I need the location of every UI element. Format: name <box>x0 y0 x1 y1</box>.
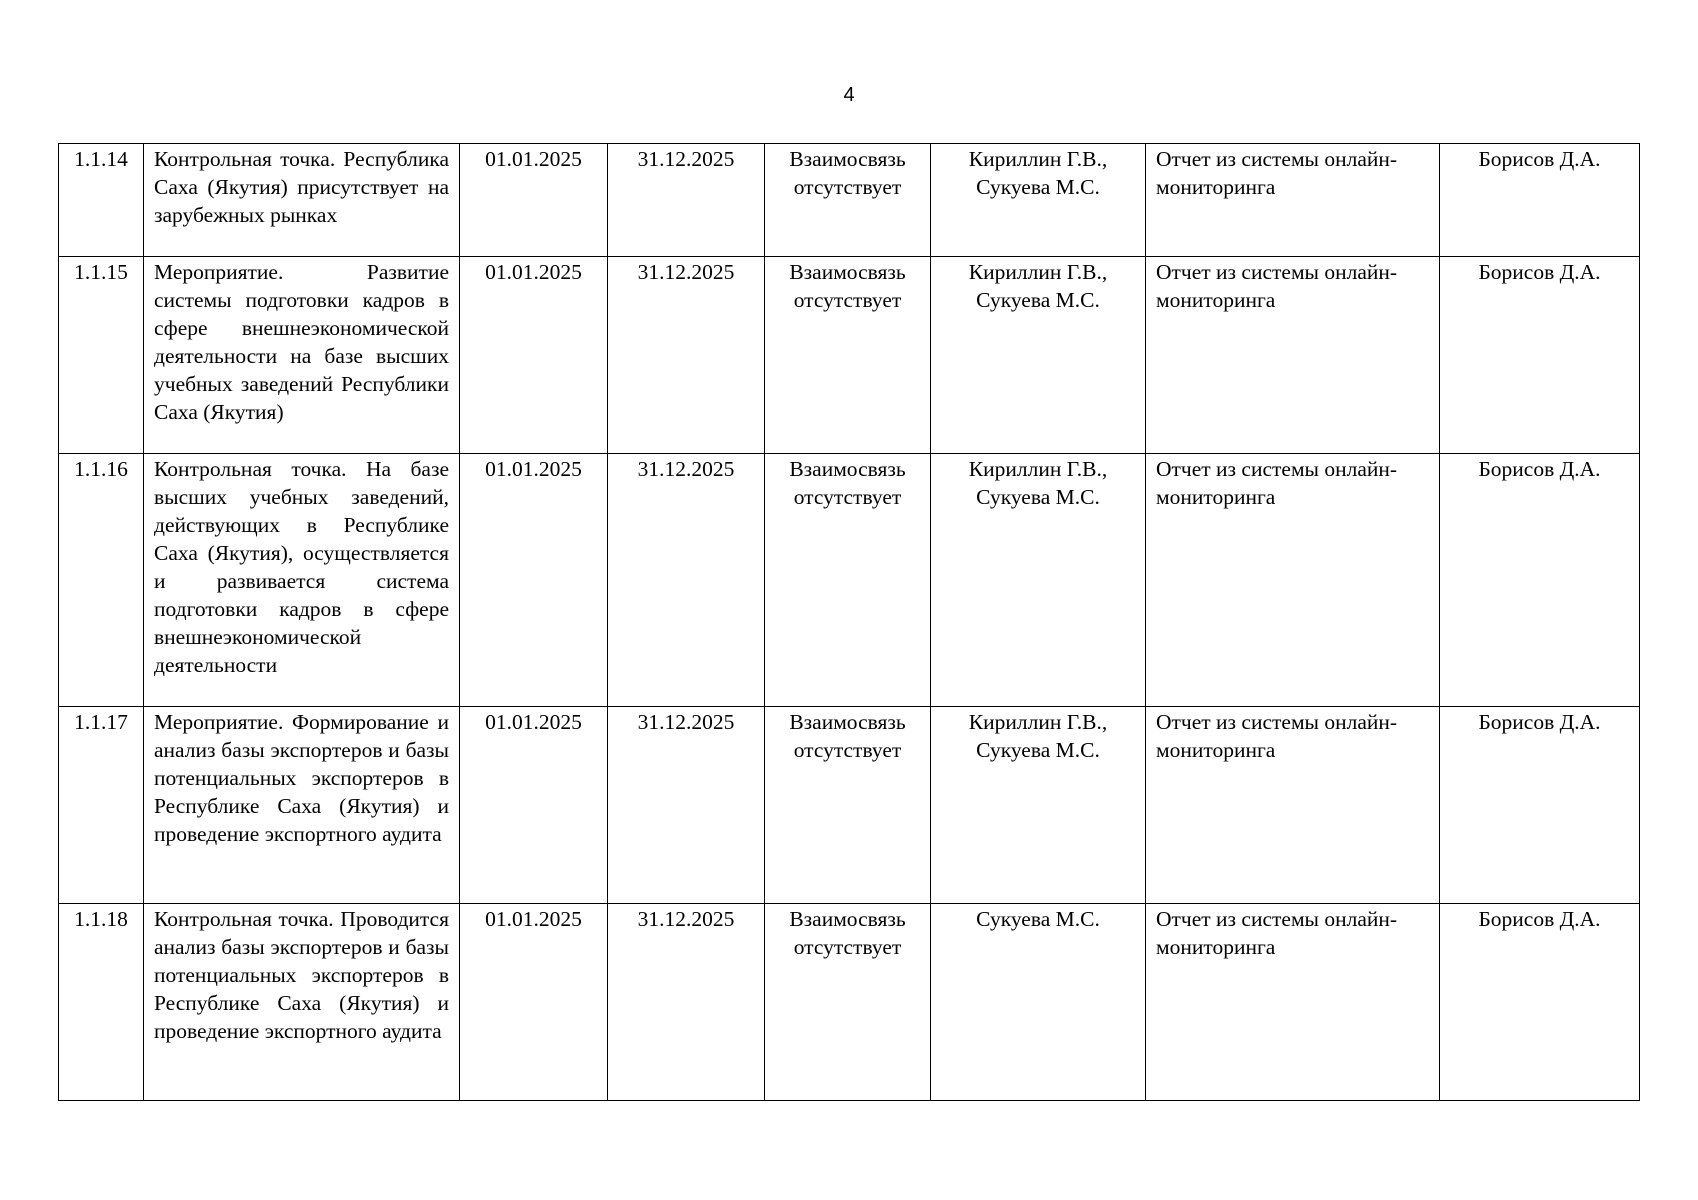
table-row <box>59 144 1640 257</box>
row-description: Мероприятие. Развитие системы подготовки кадров в сфере внешнеэкономической деятельности на базе высших учебных заведений Республики Саха (Якутия) <box>144 257 460 454</box>
row-start-date: 01.01.2025 <box>460 707 608 904</box>
row-executors: Кириллин Г.В., Сукуева М.С. <box>931 707 1146 904</box>
row-relation: Взаимосвязь отсутствует <box>765 257 931 454</box>
row-executors: Кириллин Г.В., Сукуева М.С. <box>931 144 1146 257</box>
row-responsible: Борисов Д.А. <box>1440 707 1640 904</box>
row-responsible: Борисов Д.А. <box>1440 257 1640 454</box>
row-end-date: 31.12.2025 <box>608 904 765 1101</box>
row-number: 1.1.15 <box>59 257 144 454</box>
row-executors: Сукуева М.С. <box>931 904 1146 1101</box>
row-start-date: 01.01.2025 <box>460 257 608 454</box>
row-document: Отчет из системы онлайн-мониторинга <box>1146 144 1440 257</box>
row-relation: Взаимосвязь отсутствует <box>765 904 931 1101</box>
row-start-date: 01.01.2025 <box>460 454 608 707</box>
row-description: Мероприятие. Формирование и анализ базы экспортеров и базы потенциальных экспортеров в Республике Саха (Якутия) и проведение экспортного аудита <box>144 707 460 904</box>
row-document: Отчет из системы онлайн-мониторинга <box>1146 257 1440 454</box>
row-document: Отчет из системы онлайн-мониторинга <box>1146 904 1440 1101</box>
table-row <box>59 904 1640 1101</box>
row-number: 1.1.16 <box>59 454 144 707</box>
row-responsible: Борисов Д.А. <box>1440 144 1640 257</box>
row-start-date: 01.01.2025 <box>460 144 608 257</box>
row-responsible: Борисов Д.А. <box>1440 454 1640 707</box>
row-relation: Взаимосвязь отсутствует <box>765 707 931 904</box>
page-number: 4 <box>843 84 855 106</box>
row-start-date: 01.01.2025 <box>460 904 608 1101</box>
plan-table <box>58 143 1640 1101</box>
row-number: 1.1.18 <box>59 904 144 1101</box>
row-description: Контрольная точка. Республика Саха (Якутия) присутствует на зарубежных рынках <box>144 144 460 257</box>
row-end-date: 31.12.2025 <box>608 257 765 454</box>
row-end-date: 31.12.2025 <box>608 454 765 707</box>
row-document: Отчет из системы онлайн-мониторинга <box>1146 454 1440 707</box>
row-number: 1.1.14 <box>59 144 144 257</box>
row-number: 1.1.17 <box>59 707 144 904</box>
table-row <box>59 707 1640 904</box>
row-document: Отчет из системы онлайн-мониторинга <box>1146 707 1440 904</box>
row-executors: Кириллин Г.В., Сукуева М.С. <box>931 257 1146 454</box>
table-row <box>59 257 1640 454</box>
row-relation: Взаимосвязь отсутствует <box>765 144 931 257</box>
row-end-date: 31.12.2025 <box>608 707 765 904</box>
row-responsible: Борисов Д.А. <box>1440 904 1640 1101</box>
row-description: Контрольная точка. Проводится анализ базы экспортеров и базы потенциальных экспортеров в Республике Саха (Якутия) и проведение экспортного аудита <box>144 904 460 1101</box>
row-relation: Взаимосвязь отсутствует <box>765 454 931 707</box>
row-executors: Кириллин Г.В., Сукуева М.С. <box>931 454 1146 707</box>
row-end-date: 31.12.2025 <box>608 144 765 257</box>
row-description: Контрольная точка. На базе высших учебных заведений, действующих в Республике Саха (Якутия), осуществляется и развивается система подготовки кадров в сфере внешнеэкономической деятельности <box>144 454 460 707</box>
table-row <box>59 454 1640 707</box>
